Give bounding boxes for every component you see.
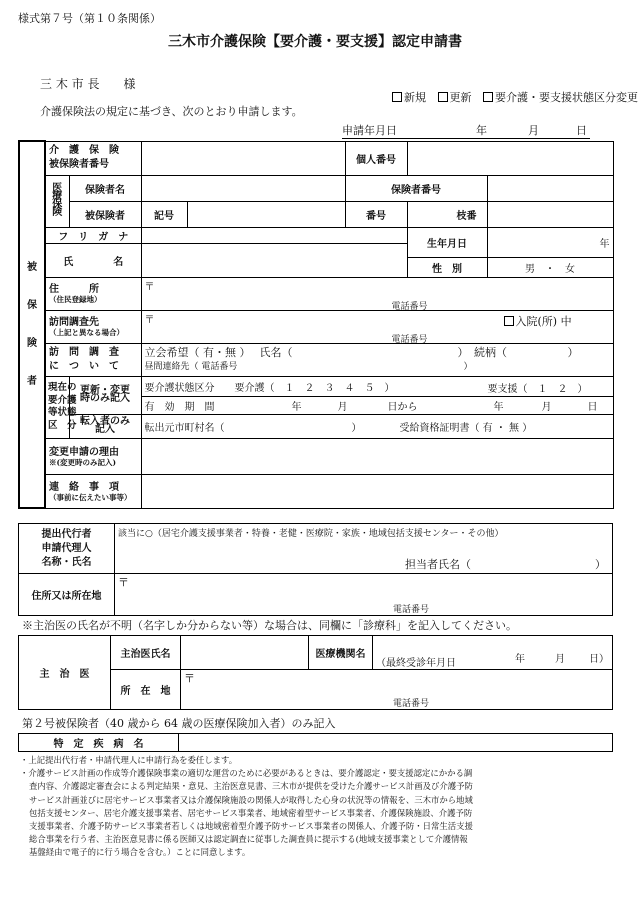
medical-insurance-label: 医 療 保 険 [45, 175, 69, 227]
checkbox-renew[interactable] [438, 92, 448, 102]
current-status-label: 現在の 要介護 等状態 区 分 [45, 376, 69, 438]
doctor-section [18, 635, 613, 710]
insured-side-label: 被 保 険 者 [19, 141, 45, 508]
doctor-note: ※主治医の氏名が不明（名字しか分からない等）な場合は、同欄に「診療科」を記入してください。 [22, 619, 517, 632]
address-field[interactable]: 〒 電話番号 [141, 277, 613, 310]
insured-number-label: 介 護 保 険 被保険者番号 [45, 141, 141, 175]
furigana-label: フ リ ガ ナ [45, 227, 141, 243]
agent-address-label: 住所又は所在地 [19, 574, 115, 616]
medical-insured-label: 被保険者 [69, 201, 141, 227]
page-title: 三木市介護保険【要介護・要支援】認定申請書 [168, 34, 462, 50]
renew-only-label: 更新・変更 時のみ記入 [69, 376, 141, 414]
doctor-location-field[interactable]: 〒 電話番号 [181, 670, 613, 710]
branch-label: 枝番 [407, 201, 487, 227]
hospital-checkbox[interactable] [504, 316, 514, 326]
doctor-location-label: 所 在 地 [111, 670, 181, 710]
doctor-name-label: 主治医氏名 [111, 636, 181, 670]
checkbox-change[interactable] [483, 92, 493, 102]
doctor-name-field[interactable] [181, 636, 309, 670]
agent-address-field[interactable]: 〒 電話番号 [115, 574, 613, 616]
change-reason-field[interactable] [141, 438, 613, 474]
application-date[interactable]: 申請年月日 年 月 日 [342, 122, 590, 139]
symbol-field[interactable] [187, 201, 345, 227]
branch-field[interactable] [487, 201, 613, 227]
form-number: 様式第７号（第１０条関係） [18, 12, 161, 25]
contact-notes-field[interactable] [141, 474, 613, 508]
institution-field[interactable]: （最終受診年月日 年 月 日） [373, 636, 613, 670]
doctor-label: 主 治 医 [19, 636, 111, 710]
disease-section [18, 733, 613, 752]
secondary-note: 第２号被保険者（40 歳から 64 歳の医療保険加入者）のみ記入 [22, 717, 336, 730]
disease-label: 特 定 疾 病 名 [19, 734, 179, 752]
agent-section [18, 523, 613, 616]
intro-text: 介護保険法の規定に基づき、次のとおり申請します。 [40, 105, 303, 118]
address-label: 住 所 （住民登録地） [45, 277, 141, 310]
transfer-field[interactable]: 転出元市町村名（ ） 受給資格証明書（ 有 ・ 無 ） [141, 414, 613, 438]
agent-label: 提出代行者 申請代理人 名称・氏名 [19, 524, 115, 574]
personal-number-label: 個人番号 [345, 141, 407, 175]
visit-info-label: 訪 問 調 査 に つ い て [45, 343, 141, 376]
addressee: 三 木 市 長 様 [40, 77, 136, 91]
application-type-options: 新規 更新 要介護・要支援状態区分変更 [392, 89, 638, 105]
birth-field[interactable]: 年 [487, 227, 613, 257]
symbol-label: 記号 [141, 201, 187, 227]
number-label: 番号 [345, 201, 407, 227]
visit-place-field[interactable]: 〒 入院(所) 中 電話番号 [141, 310, 613, 343]
name-label: 氏 名 [45, 243, 141, 277]
change-reason-label: 変更申請の理由 ※(変更時のみ記入) [45, 438, 141, 474]
insured-number-field[interactable] [141, 141, 345, 175]
institution-label: 医療機関名 [309, 636, 373, 670]
visit-info-field[interactable]: 立会希望（ 有・無 ） 氏名（ ） 続柄（ ） 昼間連絡先（ 電話番号 ） [141, 343, 613, 376]
contact-notes-label: 連 絡 事 項 （事前に伝えたい事等） [45, 474, 141, 508]
name-field[interactable] [141, 243, 407, 277]
validity-field[interactable]: 有 効 期 間 年 月 日から 年 月 日 [141, 396, 613, 414]
care-level-field[interactable]: 要介護状態区分 要介護（ １ ２ ３ ４ ５ ） 要支援（ １ ２ ） [141, 376, 613, 396]
insured-section [18, 140, 614, 509]
checkbox-new[interactable] [392, 92, 402, 102]
disease-field[interactable] [179, 734, 613, 752]
sex-options[interactable]: 男 ・ 女 [487, 257, 613, 277]
sex-label: 性 別 [407, 257, 487, 277]
birth-label: 生年月日 [407, 227, 487, 257]
transfer-only-label: 転入者のみ 記入 [69, 414, 141, 438]
footer-consent: ・上記提出代行者・申請代理人に申請行為を委任します。 ・介護サービス計画の作成等介護保険事業の適切な運営のために必要があるときは、要介護認定・要支援認定にかかる調 査内容、介護認定審査会による判定結果・意見、主治医意見書、三木市が提供を受けた介護サービス計画及び介護予防 サービス計画並びに居宅サービス事業者又は介護保険施設の関係人が取得した心身の状況等の情報を、三木市から地域 包括支援センター、居宅介護支援事業者、居宅サービス事業者、地域密着型サービス事業者、介護保険施設、介護予防 支援事業者、介護予防サービス事業者若しくは地域密着型介護予防サービス事業者の関係人、介護予防・日常生活支援 総合事業を行う者、主治医意見書に係る医師又は認定調査に従事した調査員に提示する(地域支援事業として介護情報 基盤経由で電子的に行う場合を含む。）ことに同意します。 [20, 755, 473, 858]
furigana-field[interactable] [141, 227, 407, 243]
agent-name-field[interactable]: 該当に○（居宅介護支援事業者・特養・老健・医療院・家族・地域包括支援センター・その他） 担当者氏名（ ） [115, 524, 613, 574]
personal-number-field[interactable] [407, 141, 613, 175]
insurer-number-field[interactable] [487, 175, 613, 201]
insurer-number-label: 保険者番号 [345, 175, 487, 201]
insurer-name-field[interactable] [141, 175, 345, 201]
visit-place-label: 訪問調査先 （上記と異なる場合） [45, 310, 141, 343]
insurer-name-label: 保険者名 [69, 175, 141, 201]
